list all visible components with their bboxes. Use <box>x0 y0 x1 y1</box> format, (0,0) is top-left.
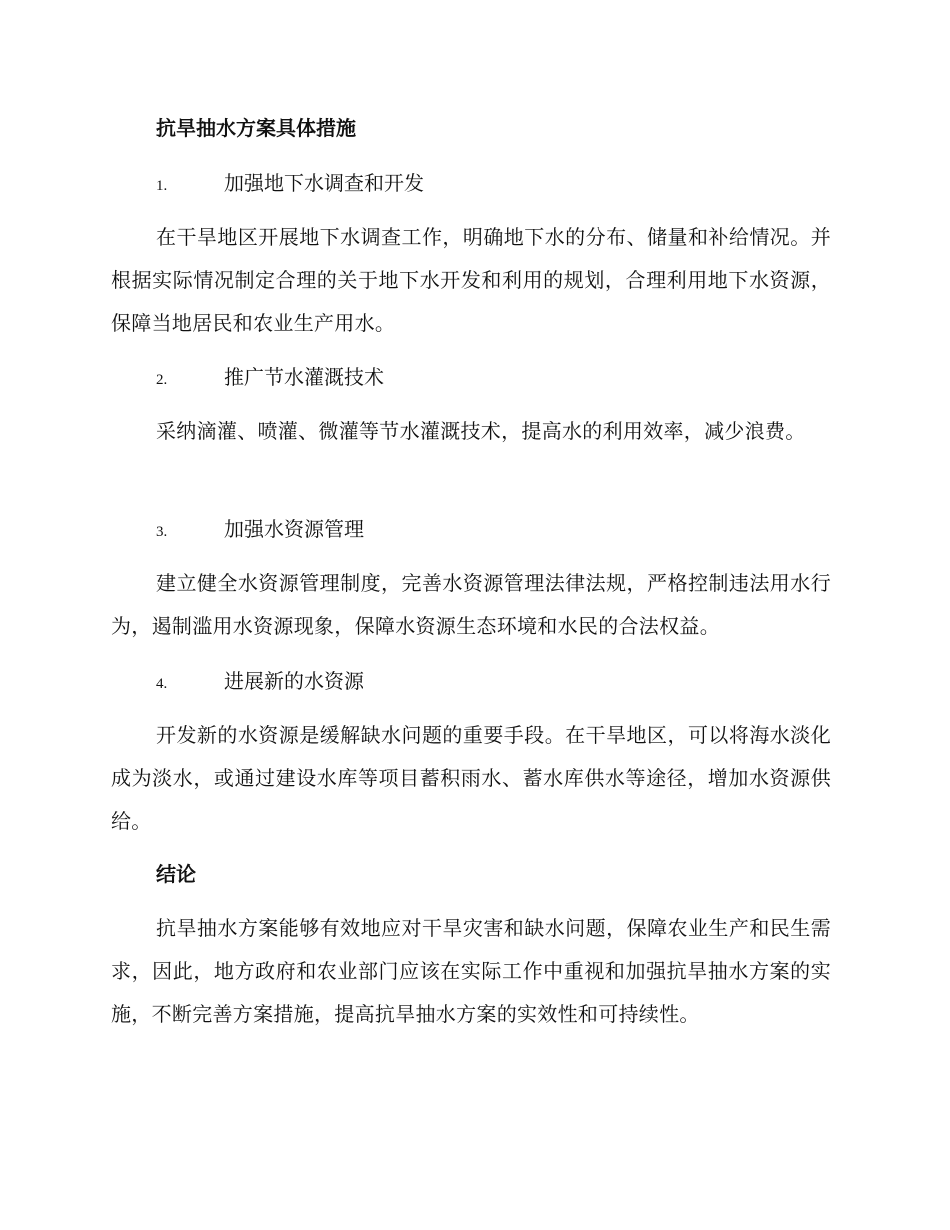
conclusion-heading: 结论 <box>156 862 196 886</box>
section-1-number: 1. <box>156 178 168 194</box>
section-3-number: 3. <box>156 524 168 540</box>
conclusion-body: 抗旱抽水方案能够有效地应对干旱灾害和缺水问题，保障农业生产和民生需求，因此，地方政府和农业部门应该在实际工作中重视和加强抗旱抽水方案的实施，不断完善方案措施，提高抗旱抽水方案的实效性和可持续性。 <box>111 916 831 1026</box>
section-4-heading <box>156 666 364 699</box>
section-2-title: 推广节水灌溉技术 <box>224 365 384 389</box>
section-3-heading <box>156 514 364 547</box>
section-1-body: 在干旱地区开展地下水调查工作，明确地下水的分布、储量和补给情况。并根据实际情况制定合理的关于地下水开发和利用的规划，合理利用地下水资源，保障当地居民和农业生产用水。 <box>111 225 831 335</box>
section-3-body: 建立健全水资源管理制度，完善水资源管理法律法规，严格控制违法用水行为，遏制滥用水资源现象，保障水资源生态环境和水民的合法权益。 <box>111 571 831 638</box>
section-2-body: 采纳滴灌、喷灌、微灌等节水灌溉技术，提高水的利用效率，减少浪费。 <box>156 419 806 443</box>
section-1-title: 加强地下水调查和开发 <box>224 171 424 195</box>
section-2-number: 2. <box>156 372 168 388</box>
section-1-heading <box>156 168 424 201</box>
section-2-heading <box>156 362 384 395</box>
section-4-title: 进展新的水资源 <box>224 669 364 693</box>
document-title: 抗旱抽水方案具体措施 <box>156 116 356 140</box>
section-4-body: 开发新的水资源是缓解缺水问题的重要手段。在干旱地区，可以将海水淡化成为淡水，或通过建设水库等项目蓄积雨水、蓄水库供水等途径，增加水资源供给。 <box>111 723 831 833</box>
section-4-number: 4. <box>156 676 168 692</box>
section-3-title: 加强水资源管理 <box>224 517 364 541</box>
